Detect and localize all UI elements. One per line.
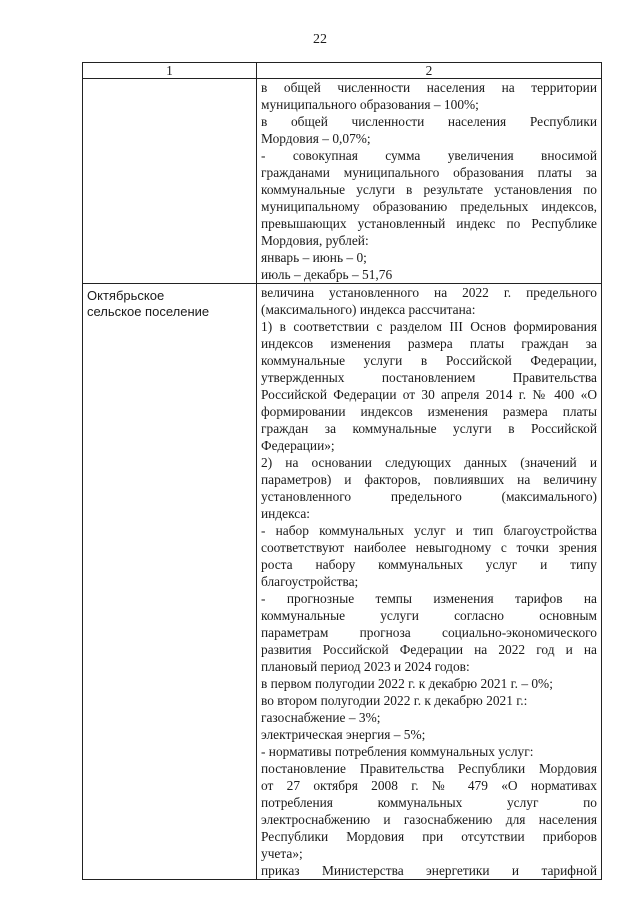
municipality-cell — [83, 284, 257, 880]
text-line: в первом полугодии 2022 г. к декабрю 2021 г. – 0%; — [261, 676, 553, 691]
text-line: плановый период 2023 и 2024 годов: — [261, 659, 470, 674]
text-line: газоснабжение – 3%; — [261, 710, 381, 725]
text-line: - набор коммунальных услуг и тип благоустройства — [261, 523, 597, 538]
text-line: январь – июнь – 0; — [261, 250, 367, 265]
text-line: Федерации»; — [261, 438, 335, 453]
text-line: превышающих установленный индекс по Республике — [261, 216, 597, 231]
text-line: коммунальные услуги в результате установления по — [261, 182, 597, 197]
text-line: в общей численности населения Республики — [261, 114, 597, 129]
text-line: потребления коммунальных услуг по — [261, 795, 597, 810]
text-line: индекса: — [261, 506, 311, 521]
text-line: гражданами муниципального образования платы за — [261, 165, 597, 180]
text-line: Российской Федерации от 30 апреля 2014 г. № 400 «О — [261, 387, 597, 402]
text-line: муниципального образования – 100%; — [261, 97, 479, 112]
text-line: - прогнозные темпы изменения тарифов на — [261, 591, 597, 606]
description-cell — [257, 79, 602, 284]
document-table — [82, 62, 602, 880]
text-line: - совокупная сумма увеличения вносимой — [261, 148, 597, 163]
text-line: благоустройства; — [261, 574, 359, 589]
text-line: параметров) и факторов, повлиявших на величину — [261, 472, 597, 487]
text-line: 2) на основании следующих данных (значений и — [261, 455, 597, 470]
page-number: 22 — [313, 32, 327, 47]
text-line: формировании индексов изменения размера платы — [261, 404, 597, 419]
table-row — [83, 79, 602, 284]
text-line: электроснабжению и газоснабжению для населения — [261, 812, 597, 827]
column-header-1: 1 — [83, 63, 257, 79]
text-line: июль – декабрь – 51,76 — [261, 267, 393, 282]
text-line: в общей численности населения на территории — [261, 80, 597, 95]
text-line: электрическая энергия – 5%; — [261, 727, 426, 742]
text-line: муниципальному образованию предельных индексов, — [261, 199, 597, 214]
municipality-name-line: Октябрьское — [87, 288, 165, 303]
text-line: Республики Мордовия при отсутствии приборов — [261, 829, 597, 844]
municipality-name-line: сельское поселение — [87, 304, 210, 319]
text-line: постановление Правительства Республики Мордовия — [261, 761, 597, 776]
text-line: параметрам прогноза социально-экономического — [261, 625, 597, 640]
text-line: развития Российской Федерации на 2022 год и на — [261, 642, 597, 657]
text-line: Мордовия, рублей: — [261, 233, 369, 248]
text-line: соответствуют наиболее невыгодному с точки зрения — [261, 540, 597, 555]
text-line: коммунальные услуги согласно основным — [261, 608, 597, 623]
text-line: индексов изменения размера платы граждан за — [261, 336, 597, 351]
column-header-2: 2 — [257, 63, 602, 79]
text-line: 1) в соответствии с разделом III Основ формирования — [261, 319, 597, 334]
text-line: величина установленного на 2022 г. предельного — [261, 285, 597, 300]
text-line: утвержденных постановлением Правительства — [261, 370, 597, 385]
text-line: граждан за коммунальные услуги в Российской — [261, 421, 597, 436]
text-line: от 27 октября 2008 г. № 479 «О нормативах — [261, 778, 597, 793]
text-line: коммунальные услуги в Российской Федерации, — [261, 353, 597, 368]
description-cell — [257, 284, 602, 880]
text-line: (максимального) индекса рассчитана: — [261, 302, 476, 317]
text-line: во втором полугодии 2022 г. к декабрю 2021 г.: — [261, 693, 528, 708]
table-header-row — [83, 63, 602, 79]
text-line: роста набору коммунальных услуг и типу — [261, 557, 597, 572]
text-line: приказ Министерства энергетики и тарифной — [261, 863, 597, 878]
text-line: установленного предельного (максимального) — [261, 489, 597, 504]
text-line: - нормативы потребления коммунальных услуг: — [261, 744, 534, 759]
table-row — [83, 284, 602, 880]
text-line: Мордовия – 0,07%; — [261, 131, 371, 146]
municipality-cell — [83, 79, 257, 284]
text-line: учета»; — [261, 846, 303, 861]
